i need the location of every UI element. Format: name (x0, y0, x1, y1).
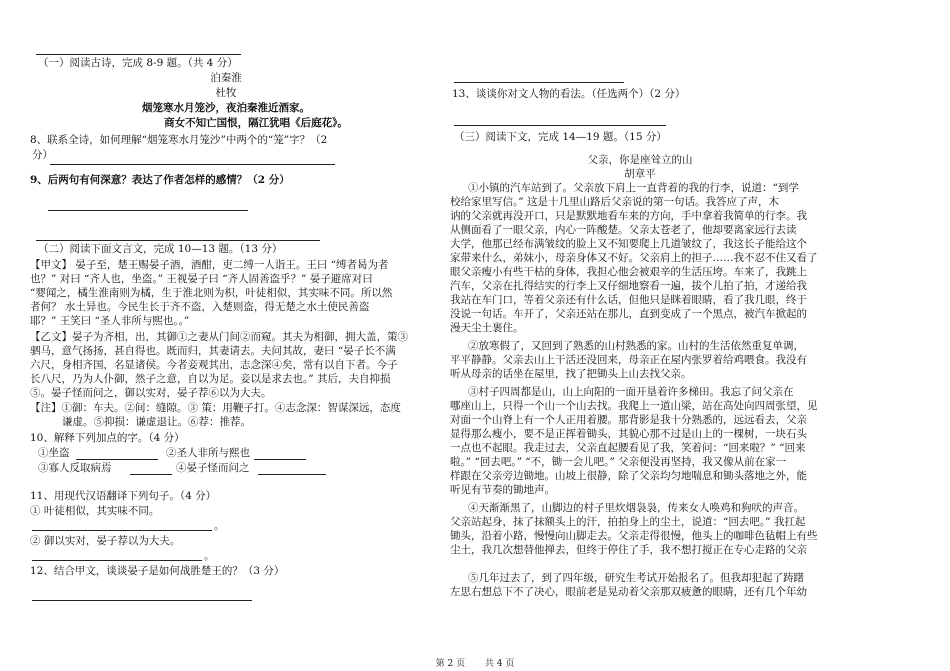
question-11: 11、用现代汉语翻译下列句子。（4 分） (30, 490, 217, 502)
section3-title: （三）阅读下文，完成 14—19 题。（15 分） (454, 131, 667, 143)
para-line-25: 锄头，沿着小路，慢慢向山脚走去。父亲走得很慢，他头上的咖啡色毡帽上有些 (450, 530, 818, 542)
question-9: 9、后两句有何深意？表达了作者怎样的感情？（2 分） (30, 174, 290, 186)
para-line-9: 我站在车门口，等着父亲还有什么话，但他只是眯着眼睛，看了我几眼，终于 (450, 294, 807, 306)
para-line-21: 样跟在父亲旁边锄地。山坡上很静，除了父亲均匀地喘息和锄头落地之外，能 (450, 470, 807, 482)
para-line-10: 没说一句话。车开了，父亲还站在那儿，直到变成了一个黑点，被汽车掀起的 (450, 308, 807, 320)
q11-blank-b (32, 560, 202, 561)
answer-line-q12-cont (454, 82, 624, 83)
para-line-11: 漫天尘土裹住。 (450, 322, 524, 334)
yi-line-3: 六尺，身相齐国，名显诸侯。今者妾观其出，志念深④矣，常有以自下者。今子 (30, 359, 398, 371)
note-line-1: 【注】①御：车夫。②间：缝隙。③ 策：用鞭子打。④志念深：智谋深远，态度 (30, 402, 401, 414)
jia-line-1: 【甲文】 晏子至，楚王赐晏子酒，酒酣，吏二缚一人诣王。王曰 “缚者曷为者 (30, 259, 389, 271)
q11-item-a-end: 。 (214, 520, 225, 532)
section2-top-rule (36, 240, 320, 241)
poem-line-2: 商女不知亡国恨，隔江犹唱《后庭花》。 (164, 117, 348, 129)
question-8-cont: 分） (32, 149, 53, 161)
jia-line-5: 耶？” 王笑曰 “圣人非所与熙也。。” (30, 315, 190, 327)
para-line-18: 显得那么瘦小，要不是正挥着锄头，其貌心那不过是山上的一棵树，一块石头 (450, 428, 807, 440)
para-line-4: 从侧面看了一眼父亲，内心一阵酸楚。父亲太苍老了，他却要离家远行去读 (450, 224, 797, 236)
q11-blank-a (32, 530, 212, 531)
para-line-8: 汽车，父亲在扎得结实的行李上又仔细地察看一遍，拔个儿拍了拍，才递给我 (450, 280, 807, 292)
page-number: 第 2 页 (435, 659, 466, 669)
q10-item-a: ①坐盗 (38, 447, 70, 459)
answer-line-13 (454, 125, 666, 126)
poem-title: 泊秦淮 (210, 72, 242, 84)
section2-title: （二）阅读下面文言文，完成 10—13 题。（13 分） (38, 243, 283, 255)
article-author: 胡章平 (624, 168, 656, 180)
answer-line-9 (48, 210, 248, 211)
poem-line-1: 烟笼寒水月笼沙，夜泊秦淮近酒家。 (142, 102, 310, 114)
para-line-28: 左思右想总下不了决心，眼前老是晃动着父亲那双疲惫的眼睛，还有几个年幼 (450, 586, 807, 598)
q10-blank-d (258, 474, 326, 475)
section1-top-rule (36, 54, 241, 55)
para-line-20: 啦。” “回去吧。” “不，锄一会儿吧。” 父亲便没再坚持，我又像从前在家一 (450, 456, 787, 468)
answer-line-8 (50, 164, 335, 165)
para-line-6: 家带来什么，弟妹小，母亲身体又不好。父亲肩上的担子……我不忍不住又看了 (450, 252, 818, 264)
q11-item-a: ① 叶徒相似，其实味不同。 (30, 505, 160, 517)
jia-line-3: “婴闻之，橘生淮南则为橘，生于淮北则为枳，叶徒相似，其实味不同。所以然 (30, 287, 393, 299)
para-line-2: 校给家里写信。” 这是十几里山路后父亲说的第一句话。我答应了声，木 (450, 196, 779, 208)
para-line-17: 对面一个山脊上有一个人正用着腰。那背影是我十分熟悉的，远远看去，父亲 (450, 414, 807, 426)
article-title: 父亲，你是座耸立的山 (587, 154, 693, 166)
para-line-26: 尘土，我几次想替他掸去，但终于停住了手，我不想打搅正在专心走路的父亲 (450, 544, 807, 556)
q10-blank-c (130, 474, 172, 475)
note-line-2: 谦虚。⑤抑损：谦虚退让。⑥荐：推荐。 (62, 416, 251, 428)
question-13: 13、谈谈你对文人物的看法。（任选两个）（2 分） (452, 88, 686, 100)
page-footer (0, 656, 950, 669)
para-line-16: 哪座山上，只得一个山一个山去找。我爬上一道山梁，站在高处向四周张望，见 (450, 400, 818, 412)
para-line-7: 眼父亲瘦小有些干枯的身体，我担心他会被艰辛的生活压垮。车来了，我跳上 (450, 266, 807, 278)
q10-item-c: ③寡人反取病焉 (38, 462, 112, 474)
yi-line-2: 驷马，意气扬扬，甚自得也。既而归，其妻请去。夫问其故，妻曰 “晏子长不满 (30, 345, 396, 357)
para-line-12: ②放寒假了，又回到了熟悉的山村熟悉的家。山村的生活依然重复单调， (468, 340, 804, 352)
q11-item-b-end: 。 (204, 550, 215, 562)
para-line-13: 平平静静。父亲去山上干活还没回来，母亲正在屋内张罗着给鸡喂食。我没有 (450, 354, 807, 366)
para-line-22: 听见有节奏的锄地声。 (450, 484, 555, 496)
yi-line-5: ⑤。晏子怪而问之，御以实对，晏子荐⑥以为大夫。 (30, 387, 272, 399)
para-line-19: 一点也不起眼。我走过去，父亲直起腰看见了我，笑着问：“回来啦？” “回来 (450, 442, 806, 454)
para-line-27: ⑤几年过去了，到了四年级，研究生考试开始报名了。但我却犯起了踌躇 (468, 572, 804, 584)
section1-title: （一）阅读古诗，完成 8-9 题。（共 4 分） (38, 57, 238, 69)
question-10: 10、解释下列加点的字。（4 分） (30, 432, 185, 444)
page-total: 共 4 页 (484, 659, 515, 669)
q10-blank-a (76, 459, 158, 460)
para-line-1: ①小镇的汽车站到了。父亲放下肩上一直背着的我的行李，说道：“到学 (468, 182, 799, 194)
para-line-24: 父亲站起身，抹了抹额头上的汗，拍拍身上的尘土，说道：“回去吧。” 我扛起 (450, 516, 806, 528)
para-line-5: 大学，他那已经布满皱纹的脸上又不知要爬上几道皱纹了，我这长子能给这个 (450, 238, 807, 250)
jia-line-4: 者何？ 水土异也。今民生长于齐不盗，入楚则盗，得无楚之水土使民善盗 (30, 301, 370, 313)
yi-line-4: 长八尺，乃为人仆御，然子之意，自以为足。妾以是求去也。” 其后，夫自抑损 (30, 373, 391, 385)
para-line-14: 听从母亲的话坐在屋里，找了把锄头上山去找父亲。 (450, 368, 692, 380)
jia-line-2: 也？” 对曰 “齐人也，坐盗。” 王视晏子曰 “齐人固善盗乎？” 晏子避席对曰 (30, 273, 373, 285)
q10-item-b: ②圣人非所与熙也 (166, 447, 250, 459)
q10-item-d: ④晏子怪而问之 (176, 462, 250, 474)
para-line-3: 讷的父亲就再没开口，只是默默地看车来的方向，手中拿着我简单的行李。我 (450, 210, 807, 222)
para-line-23: ④天渐渐黑了，山脚边的村子里炊烟袅袅，传来女人唤鸡和狗吠的声音。 (468, 502, 804, 514)
poem-author: 杜牧 (215, 87, 237, 99)
question-8: 8、联系全诗，如何理解“烟笼寒水月笼沙”中两个的“笼”字？（2 (30, 134, 328, 146)
q11-item-b: ② 御以实对，晏子荐以为大夫。 (30, 535, 181, 547)
answer-line-12 (32, 600, 252, 601)
yi-line-1: 【乙文】晏子为齐相，出，其御①之妻从门间②而窥。其夫为相御，拥大盖，策③ (30, 331, 408, 343)
question-12: 12、结合甲文，谈谈晏子是如何战胜楚王的？（3 分） (30, 565, 285, 577)
q10-blank-b (254, 459, 306, 460)
para-line-15: ③村子四周都是山，山上向阳的一面开垦着许多梯田。我忘了问父亲在 (468, 386, 794, 398)
